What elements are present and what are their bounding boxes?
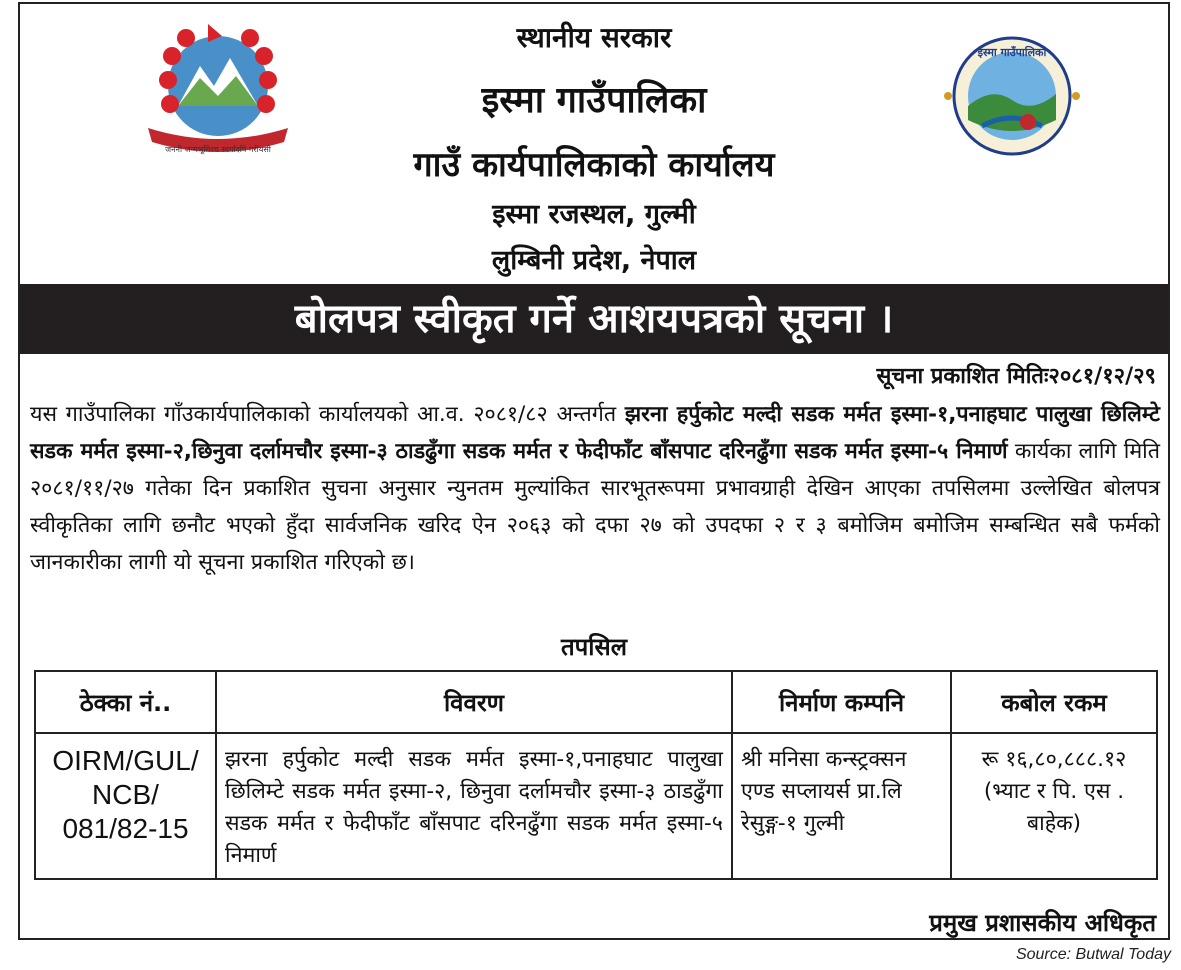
header-office-name: गाउँ कार्यपालिकाको कार्यालय (413, 145, 775, 185)
schedule-heading: तपसिल (560, 633, 628, 661)
emblem-motto: जननी जन्मभूमिश्च स्वर्गादपि गरीयसी (165, 145, 271, 154)
header-contract-no: ठेक्का नं.. (35, 671, 216, 733)
header-bid-amount: कबोल रकम (951, 671, 1157, 733)
header-description: विवरण (216, 671, 732, 733)
paragraph-project-names: झरना हर्पुकोट मल्दी सडक मर्मत इस्मा-१,पनाहघाट पालुखा छिलिम्टे सडक मर्मत इस्मा-२,छिनुवा दर्लामचौर इस्मा-३ ठाडढुँगा सडक मर्मत र फेदीफाँट बाँसपाट दरिनढुँगा सडक मर्मत इस्मा-५ निमार्ण (30, 402, 1160, 464)
cell-bid-amount: रू १६,८०,८८८.१२ (भ्याट र पि. एस . बाहेक) (951, 733, 1157, 879)
table-header-row (35, 671, 1157, 733)
contract-table (34, 670, 1158, 880)
signatory-title: प्रमुख प्रशासकीय अधिकृत (929, 909, 1156, 937)
header-company: निर्माण कम्पनि (732, 671, 951, 733)
notice-frame (18, 2, 1170, 940)
cell-company: श्री मनिसा कन्स्ट्रक्सन एण्ड सप्लायर्स प्रा.लि रेसुङ्ग-१ गुल्मी (732, 733, 951, 879)
cell-description: झरना हर्पुकोट मल्दी सडक मर्मत इस्मा-१,पनाहघाट पालुखा छिलिम्टे सडक मर्मत इस्मा-२, छिनुवा दर्लामचौर इस्मा-३ ठाडढुँगा सडक मर्मत र फेदीफाँट बाँसपाट दरिनढुँगा सडक मर्मत इस्मा-५ निमार्ण (216, 733, 732, 879)
cell-contract-no: OIRM/GUL/ NCB/ 081/82-15 (35, 733, 216, 879)
table-row (35, 733, 1157, 879)
header-address: इस्मा रजस्थल, गुल्मी (492, 199, 696, 230)
paragraph-body: कार्यका लागि मिति २०८१/११/२७ गतेका दिन प्रकाशित सुचना अनुसार न्युनतम मुल्यांकित सारभूतरूपमा प्रभावग्राही देखिन आएका तपसिलमा उल्लेखित बोलपत्र स्वीकृतिका लागि छनौट भएको हुँदा सार्वजनिक खरिद ऐन २०६३ को दफा २७ को उपदफा २ र ३ बमोजिम बमोजिम सम्बन्धित सबै फर्मको जानकारीका लागी यो सूचना प्रकाशित गरिएको छ। (30, 439, 1160, 575)
notice-paragraph (30, 396, 1160, 581)
published-date: सूचना प्रकाशित मितिः२०८१/१२/२९ (876, 364, 1156, 389)
header-province: लुम्बिनी प्रदेश, नेपाल (491, 245, 697, 276)
paragraph-intro: यस गाउँपालिका गाँउकार्यपालिकाको कार्यालयको आ.व. २०८१/८२ अन्तर्गत (30, 402, 625, 427)
logo-title: इस्मा गाउँपालिका (977, 46, 1047, 59)
source-credit: Source: Butwal Today (1015, 946, 1171, 963)
header-local-government: स्थानीय सरकार (516, 21, 672, 54)
header-municipality-name: इस्मा गाउँपालिका (481, 80, 707, 121)
notice-title-banner: बोलपत्र स्वीकृत गर्ने आशयपत्रको सूचना । (20, 284, 1168, 354)
